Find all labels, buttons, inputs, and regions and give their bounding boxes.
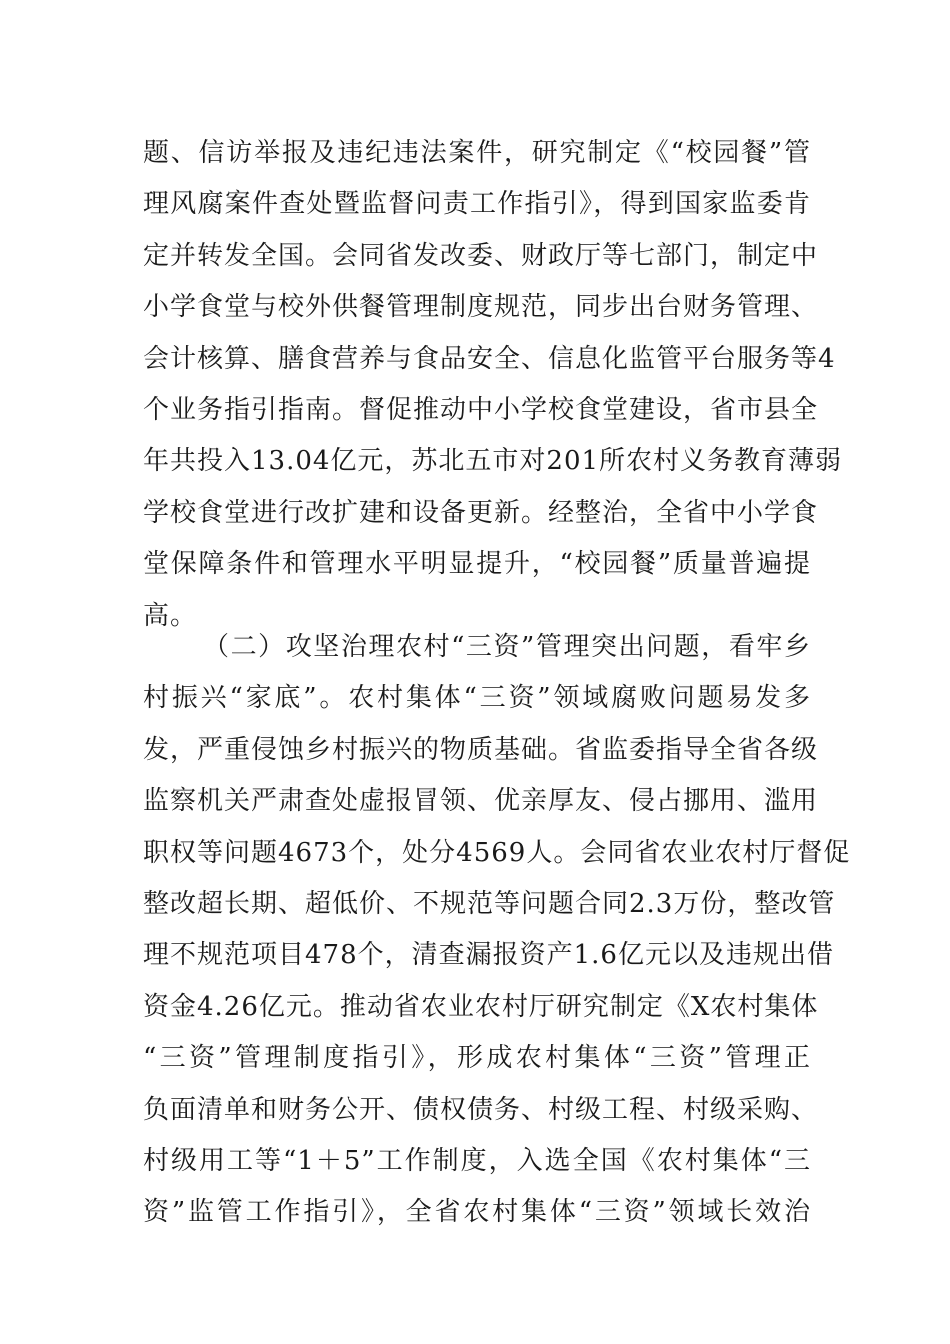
- text-line: 学校食堂进行改扩建和设备更新。经整治，全省中小学食: [143, 497, 819, 528]
- text-line: 题、信访举报及违纪违法案件，研究制定《“校园餐”管: [143, 138, 811, 168]
- text-line: 村级用工等“1＋5”工作制度，入选全国《农村集体“三: [143, 1145, 811, 1176]
- text-line: 堂保障条件和管理水平明显提升，“校园餐”质量普遍提: [143, 549, 811, 580]
- text-line: 监察机关严肃查处虚报冒领、优亲厚友、侵占挪用、滥用: [143, 786, 819, 817]
- text-line: 高。: [143, 600, 198, 631]
- text-line: 小学食堂与校外供餐管理制度规范，同步出台财务管理、: [143, 292, 819, 323]
- text-line: 职权等问题4673个，处分4569人。会同省农业农村厅督促: [143, 837, 851, 868]
- text-line: 资金4.26亿元。推动省农业农村厅研究制定《X农村集体: [143, 991, 819, 1022]
- paragraph-school-meals: [143, 128, 843, 642]
- text-line: 个业务指引指南。督促推动中小学校食堂建设，省市县全: [143, 394, 819, 425]
- text-line: 资”监管工作指引》，全省农村集体“三资”领域长效治: [143, 1197, 811, 1228]
- text-line: 年共投入13.04亿元，苏北五市对201所农村义务教育薄弱: [143, 446, 843, 477]
- text-line: 整改超长期、超低价、不规范等问题合同2.3万份，整改管: [143, 888, 836, 919]
- paragraph-rural-assets: [143, 622, 851, 1239]
- text-line: 定并转发全国。会同省发改委、财政厅等七部门，制定中: [143, 240, 819, 271]
- text-line: 会计核算、膳食营养与食品安全、信息化监管平台服务等4: [143, 343, 836, 374]
- text-line: “三资”管理制度指引》，形成农村集体“三资”管理正: [143, 1043, 811, 1074]
- text-line: 负面清单和财务公开、债权债务、村级工程、村级采购、: [143, 1094, 819, 1125]
- text-line: 理不规范项目478个，清查漏报资产1.6亿元以及违规出借: [143, 940, 834, 971]
- section-heading-line: （二）攻坚治理农村“三资”管理突出问题，看牢乡: [203, 632, 811, 662]
- text-line: 村振兴“家底”。农村集体“三资”领域腐败问题易发多: [143, 683, 811, 714]
- text-line: 理风腐案件查处暨监督问责工作指引》，得到国家监委肯: [143, 189, 811, 220]
- text-line: 发，严重侵蚀乡村振兴的物质基础。省监委指导全省各级: [143, 734, 819, 765]
